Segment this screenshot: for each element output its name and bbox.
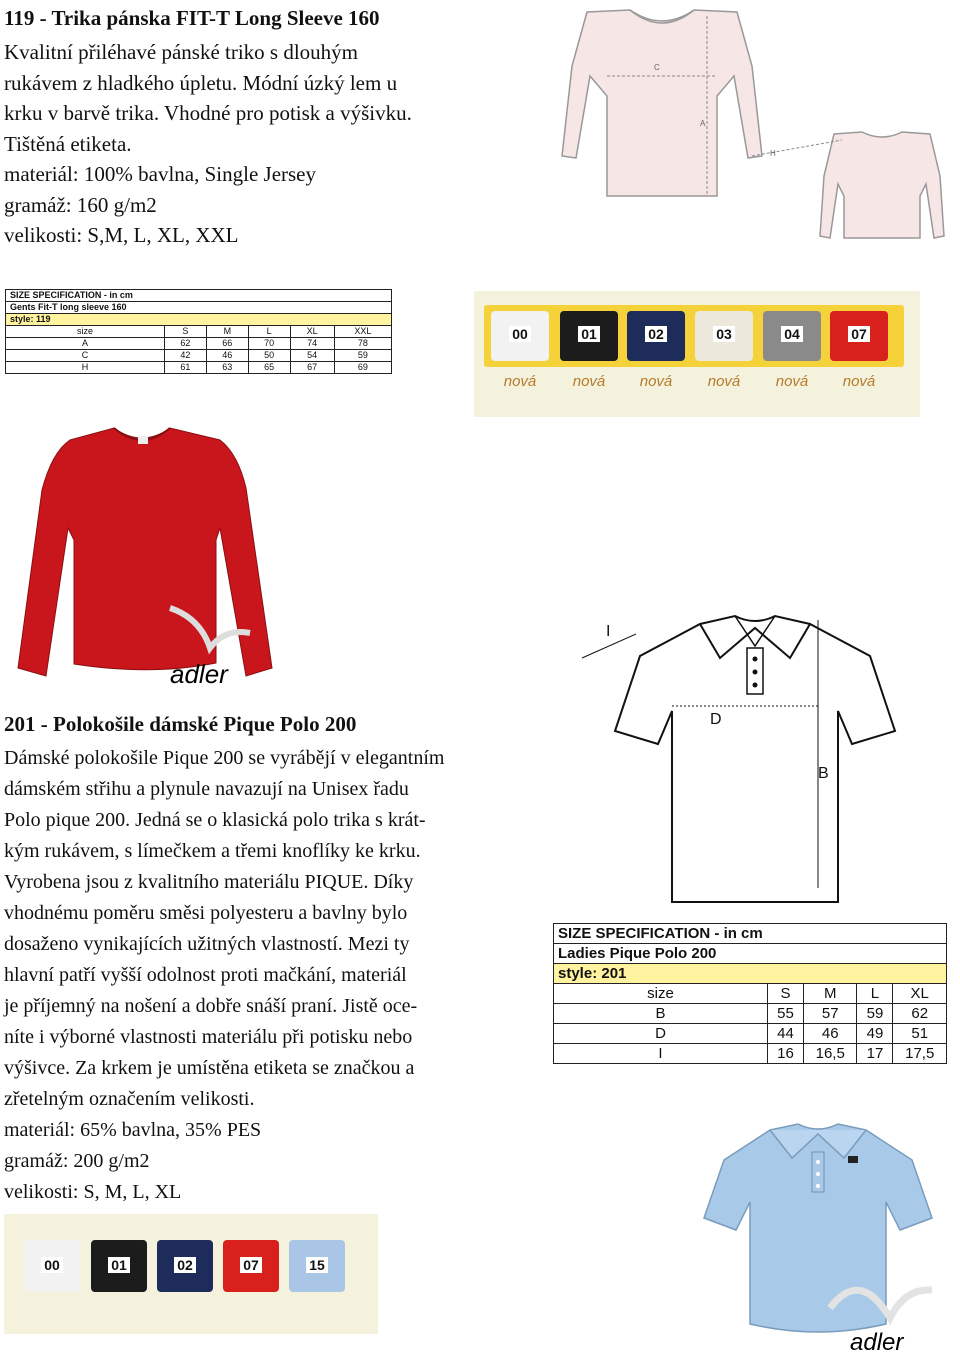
spec-heading: SIZE SPECIFICATION - in cm [554, 924, 947, 944]
sizes-text: velikosti: S,M, L, XL, XXL [4, 223, 239, 247]
table-cell: 44 [768, 1024, 804, 1044]
desc-line: kým rukávem, s límečkem a třemi knoflíky ke krku. [4, 840, 421, 862]
table-cell: 65 [248, 362, 290, 374]
swatch-code: 01 [108, 1257, 130, 1273]
table-cell: 78 [334, 338, 391, 350]
table-cell: 74 [290, 338, 334, 350]
table-cell: C [6, 350, 165, 362]
color-swatch [560, 311, 618, 361]
dimension-a-label: A [700, 119, 706, 128]
swatch-label: nová [503, 373, 537, 390]
desc-line: Polo pique 200. Jedná se o klasická polo trika s krát- [4, 809, 426, 831]
table-header-row [554, 984, 947, 1004]
size-spec-table-201 [553, 923, 947, 1064]
product-119-title: 119 - Trika pánska FIT-T Long Sleeve 160 [4, 6, 380, 30]
table-header-row [6, 326, 392, 338]
column-header: XL [893, 984, 947, 1004]
column-header: size [6, 326, 165, 338]
desc-line: Tištěná etiketa. [4, 131, 132, 156]
table-row [554, 1044, 947, 1064]
table-row [6, 338, 392, 350]
swatch-code: 03 [713, 326, 735, 342]
column-header: size [554, 984, 768, 1004]
sizes-text: velikosti: S, M, L, XL [4, 1181, 182, 1203]
swatch-code: 07 [240, 1257, 262, 1273]
table-cell: 70 [248, 338, 290, 350]
table-cell: 62 [165, 338, 207, 350]
table-cell: 17 [857, 1044, 893, 1064]
swatch-label: nová [775, 373, 809, 390]
table-cell: 57 [803, 1004, 857, 1024]
table-cell: 50 [248, 350, 290, 362]
product-201-title: 201 - Polokošile dámské Pique Polo 200 [4, 712, 357, 736]
color-swatch [627, 311, 685, 361]
table-cell: 16 [768, 1044, 804, 1064]
table-cell: 63 [206, 362, 248, 374]
table-cell: 42 [165, 350, 207, 362]
desc-line: rukávem z hladkého úpletu. Módní úzký lem u [4, 70, 398, 95]
table-cell: 67 [290, 362, 334, 374]
spec-heading: SIZE SPECIFICATION - in cm [6, 290, 392, 302]
column-header: S [165, 326, 207, 338]
long-sleeve-diagram [512, 6, 952, 240]
color-swatch [289, 1240, 345, 1292]
blue-polo-photo [700, 1118, 945, 1358]
swatch-label: nová [707, 373, 741, 390]
swatch-code: 01 [578, 326, 600, 342]
column-header: S [768, 984, 804, 1004]
color-swatch [695, 311, 753, 361]
swatch-code: 04 [781, 326, 803, 342]
dimension-h-label: H [770, 149, 776, 158]
swatch-label: nová [842, 373, 876, 390]
table-row [554, 1024, 947, 1044]
weight-text: gramáž: 200 g/m2 [4, 1150, 150, 1172]
product-119-description [4, 37, 504, 251]
table-cell: I [554, 1044, 768, 1064]
table-cell: 46 [803, 1024, 857, 1044]
weight-text: gramáž: 160 g/m2 [4, 192, 157, 217]
color-swatch [223, 1240, 279, 1292]
column-header: M [206, 326, 248, 338]
spec-style: style: 119 [6, 314, 392, 326]
dimension-d-label: D [710, 711, 722, 728]
table-cell: 16,5 [803, 1044, 857, 1064]
swatch-code: 07 [848, 326, 870, 342]
table-cell: 46 [206, 350, 248, 362]
swatch-code: 00 [41, 1257, 63, 1273]
color-swatch [763, 311, 821, 361]
table-row [554, 1004, 947, 1024]
polo-diagram [570, 606, 940, 912]
material-text: materiál: 100% bavlna, Single Jersey [4, 162, 316, 186]
color-swatches-201 [4, 1214, 378, 1334]
brand-logo: adler [850, 1329, 904, 1356]
table-cell: 55 [768, 1004, 804, 1024]
table-cell: 49 [857, 1024, 893, 1044]
brand-logo: adler [170, 659, 228, 688]
color-swatch [157, 1240, 213, 1292]
table-cell: 54 [290, 350, 334, 362]
size-spec-table-119 [5, 289, 392, 374]
dimension-c-label: C [654, 63, 660, 72]
spec-product-name: Ladies Pique Polo 200 [554, 944, 947, 964]
desc-line: níte i výborné vlastnosti materiálu při potisku nebo [4, 1026, 413, 1048]
column-header: M [803, 984, 857, 1004]
dimension-i-label: I [606, 623, 611, 640]
table-cell: 61 [165, 362, 207, 374]
swatch-code: 02 [174, 1257, 196, 1273]
table-row [6, 362, 392, 374]
desc-line: Vyrobena jsou z kvalitního materiálu PIQUE. Díky [4, 871, 414, 893]
table-cell: A [6, 338, 165, 350]
table-cell: 69 [334, 362, 391, 374]
desc-line: Kvalitní přiléhavé pánské triko s dlouhým [4, 40, 359, 64]
desc-line: zřetelným označením velikosti. [4, 1088, 255, 1110]
color-swatch [491, 311, 549, 361]
color-swatch [91, 1240, 147, 1292]
spec-product-name: Gents Fit-T long sleeve 160 [6, 302, 392, 314]
desc-line: dámském střihu a plynule navazují na Unisex řadu [4, 778, 409, 800]
swatch-code: 02 [645, 326, 667, 342]
color-swatch [24, 1240, 80, 1292]
table-row [6, 350, 392, 362]
column-header: L [248, 326, 290, 338]
dimension-b-label: B [818, 765, 829, 782]
swatch-label: nová [639, 373, 673, 390]
color-swatch [830, 311, 888, 361]
table-cell: 59 [334, 350, 391, 362]
table-cell: B [554, 1004, 768, 1024]
desc-line: vhodnému poměru směsi polyesteru a bavlny bylo [4, 902, 408, 924]
spec-style: style: 201 [554, 964, 947, 984]
material-text: materiál: 65% bavlna, 35% PES [4, 1119, 262, 1141]
swatch-code: 15 [306, 1257, 328, 1273]
column-header: XXL [334, 326, 391, 338]
desc-line: dosaženo vynikajících užitných vlastností. Mezi ty [4, 933, 410, 955]
table-cell: H [6, 362, 165, 374]
desc-line: hlavní patří vyšší odolnost proti mačkání, materiál [4, 964, 407, 986]
table-cell: 17,5 [893, 1044, 947, 1064]
table-cell: 59 [857, 1004, 893, 1024]
swatch-label: nová [572, 373, 606, 390]
desc-line: výšivce. Za krkem je umístěna etiketa se značkou a [4, 1057, 415, 1079]
color-swatches-119 [474, 291, 920, 417]
column-header: L [857, 984, 893, 1004]
table-cell: 51 [893, 1024, 947, 1044]
table-cell: 66 [206, 338, 248, 350]
table-cell: D [554, 1024, 768, 1044]
red-long-sleeve-photo [10, 418, 310, 688]
column-header: XL [290, 326, 334, 338]
desc-line: Dámské polokošile Pique 200 se vyrábějí v elegantním [4, 747, 445, 769]
desc-line: krku v barvě trika. Vhodné pro potisk a výšivku. [4, 101, 412, 125]
table-cell: 62 [893, 1004, 947, 1024]
product-201-description [4, 743, 528, 1208]
desc-line: je příjemný na nošení a dobře snáší praní. Jistě oce- [4, 995, 418, 1017]
swatch-code: 00 [509, 326, 531, 342]
